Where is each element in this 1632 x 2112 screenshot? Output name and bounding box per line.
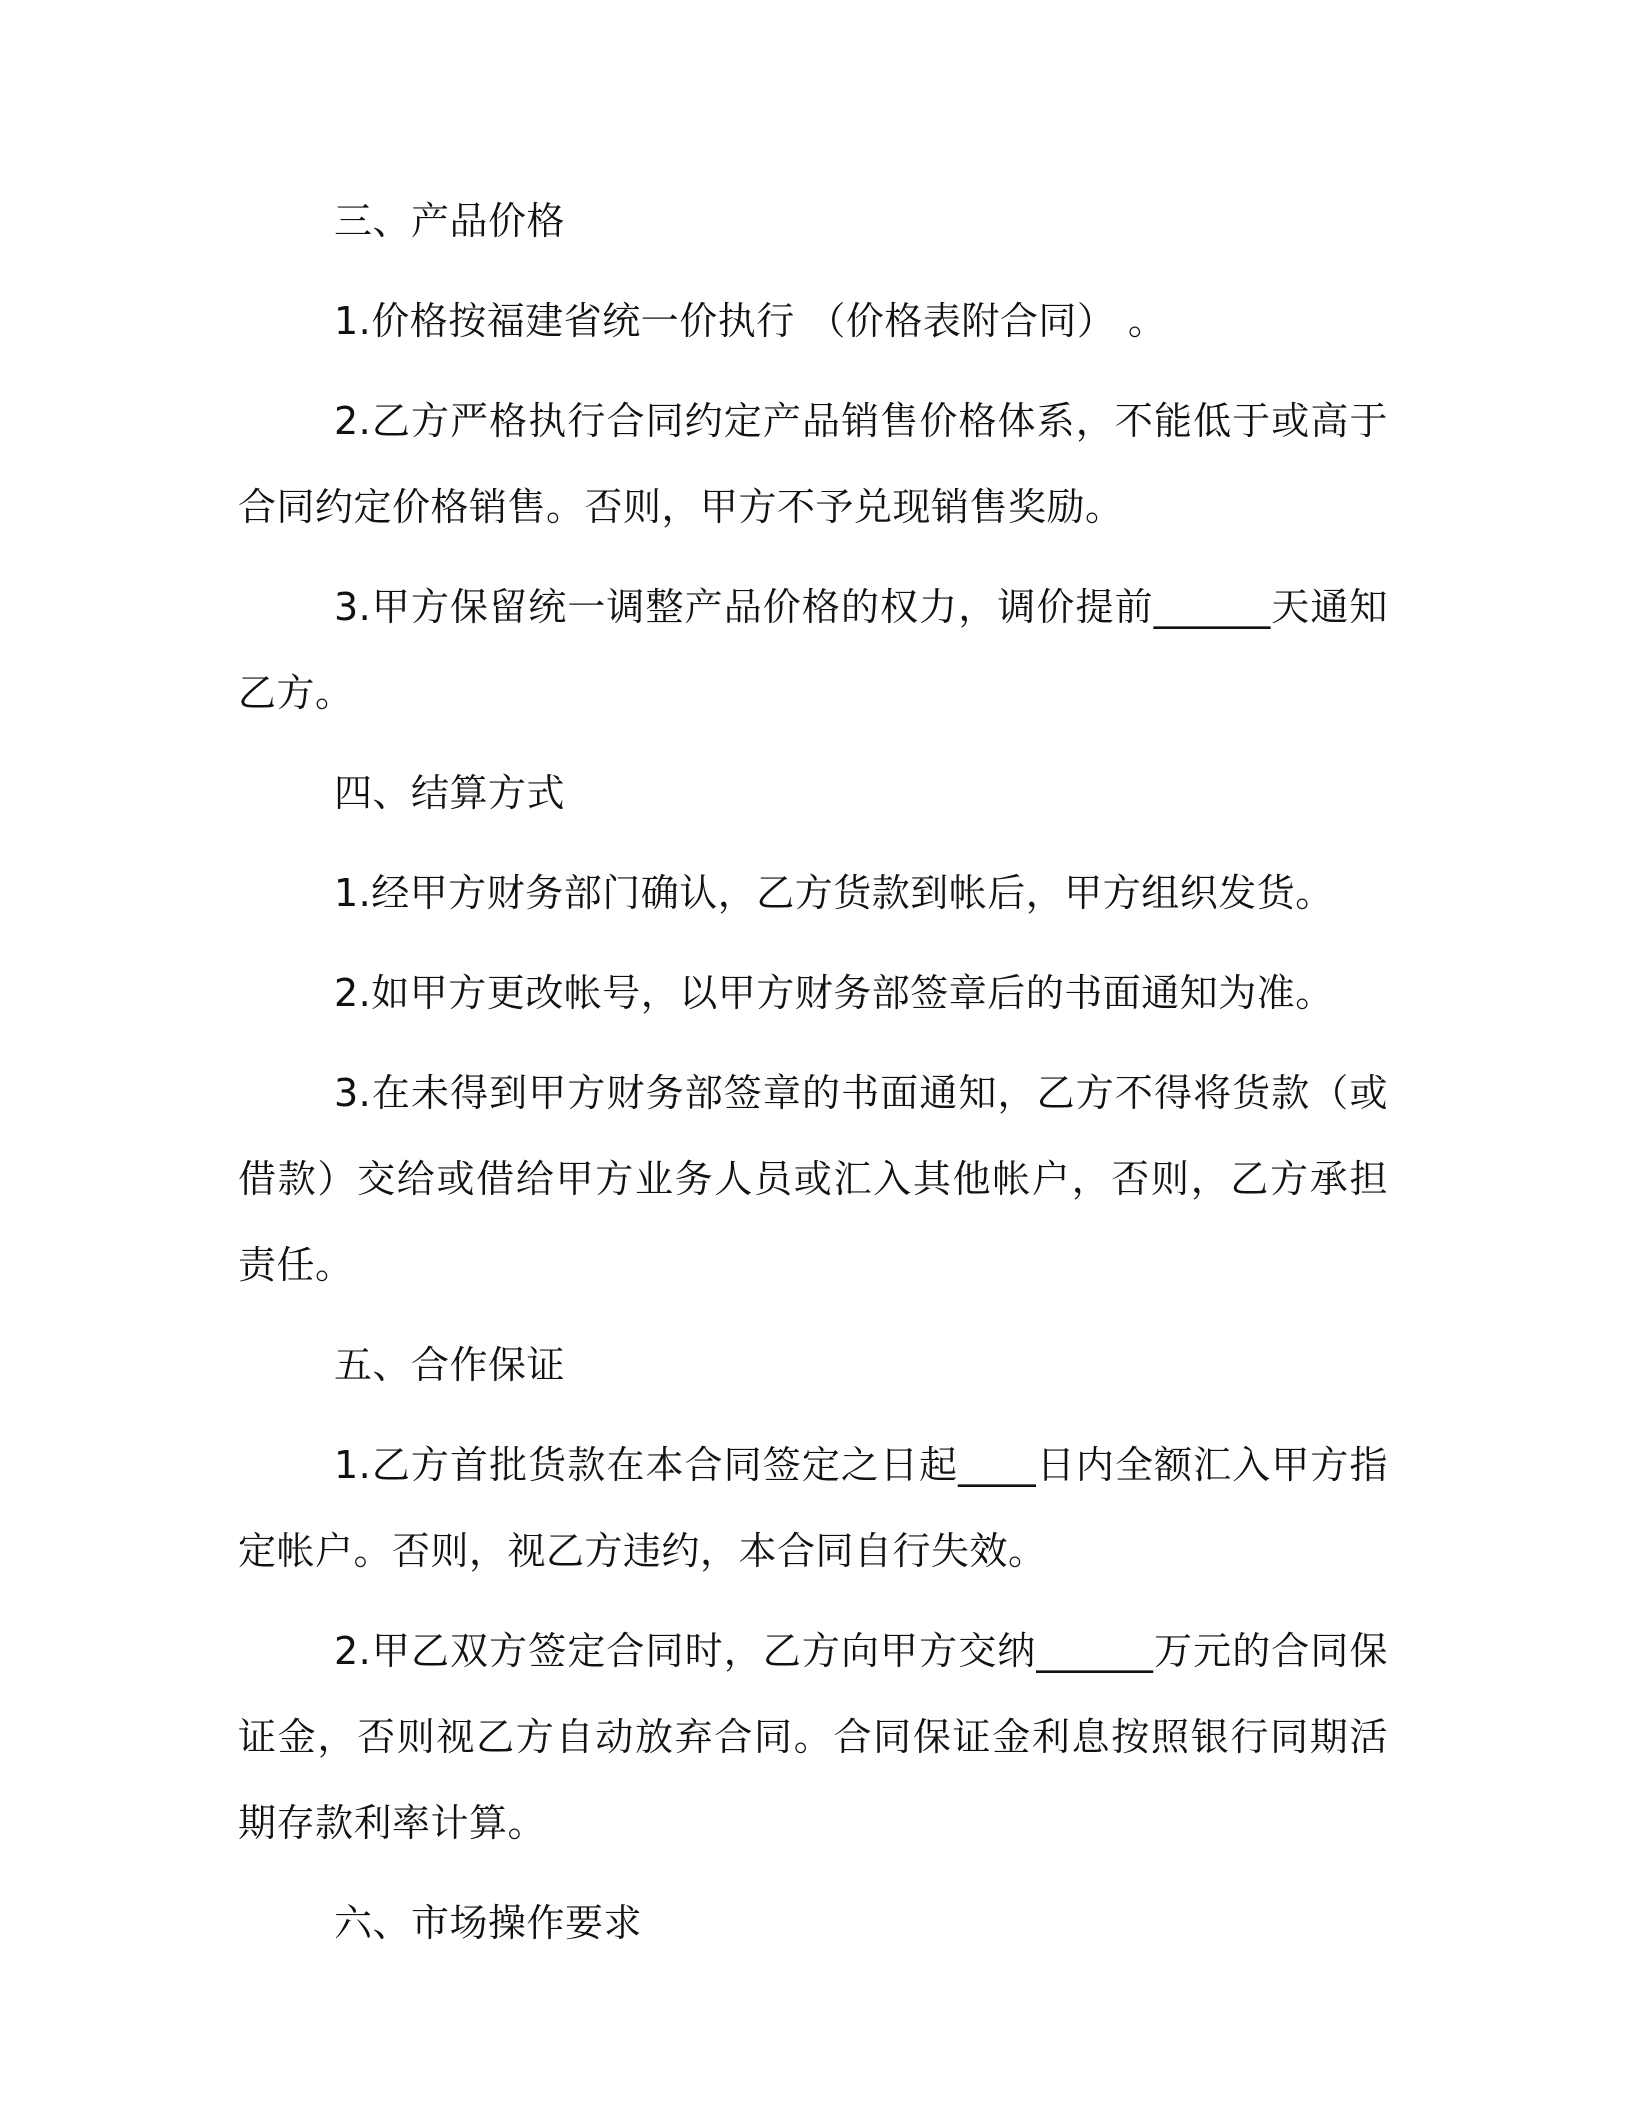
section-heading-price: 三、产品价格 [334,199,566,243]
section-heading-settlement: 四、结算方式 [334,771,566,815]
document-body [238,178,1388,1980]
price-clause-1: 1.价格按福建省统一价执行 （价格表附合同） 。 [334,299,1167,343]
settlement-clause-3: 3.在未得到甲方财务部签章的书面通知，乙方不得将货款（或借款）交给或借给甲方业务人员或汇入其他帐户，否则，乙方承担责任。 [238,1071,1388,1287]
price-clause-2: 2.乙方严格执行合同约定产品销售价格体系，不能低于或高于合同约定价格销售。否则，甲方不予兑现销售奖励。 [238,399,1388,529]
section-heading-guarantee: 五、合作保证 [334,1343,566,1387]
guarantee-clause-2: 2.甲乙双方签定合同时，乙方向甲方交纳______万元的合同保证金，否则视乙方自动放弃合同。合同保证金利息按照银行同期活期存款利率计算。 [238,1629,1388,1845]
settlement-clause-2: 2.如甲方更改帐号，以甲方财务部签章后的书面通知为准。 [334,971,1334,1015]
section-heading-market: 六、市场操作要求 [334,1901,643,1945]
guarantee-clause-1: 1.乙方首批货款在本合同签定之日起____日内全额汇入甲方指定帐户。否则，视乙方违约，本合同自行失效。 [238,1443,1388,1573]
settlement-clause-1: 1.经甲方财务部门确认，乙方货款到帐后，甲方组织发货。 [334,871,1334,915]
price-clause-3: 3.甲方保留统一调整产品价格的权力，调价提前______天通知乙方。 [238,585,1388,715]
